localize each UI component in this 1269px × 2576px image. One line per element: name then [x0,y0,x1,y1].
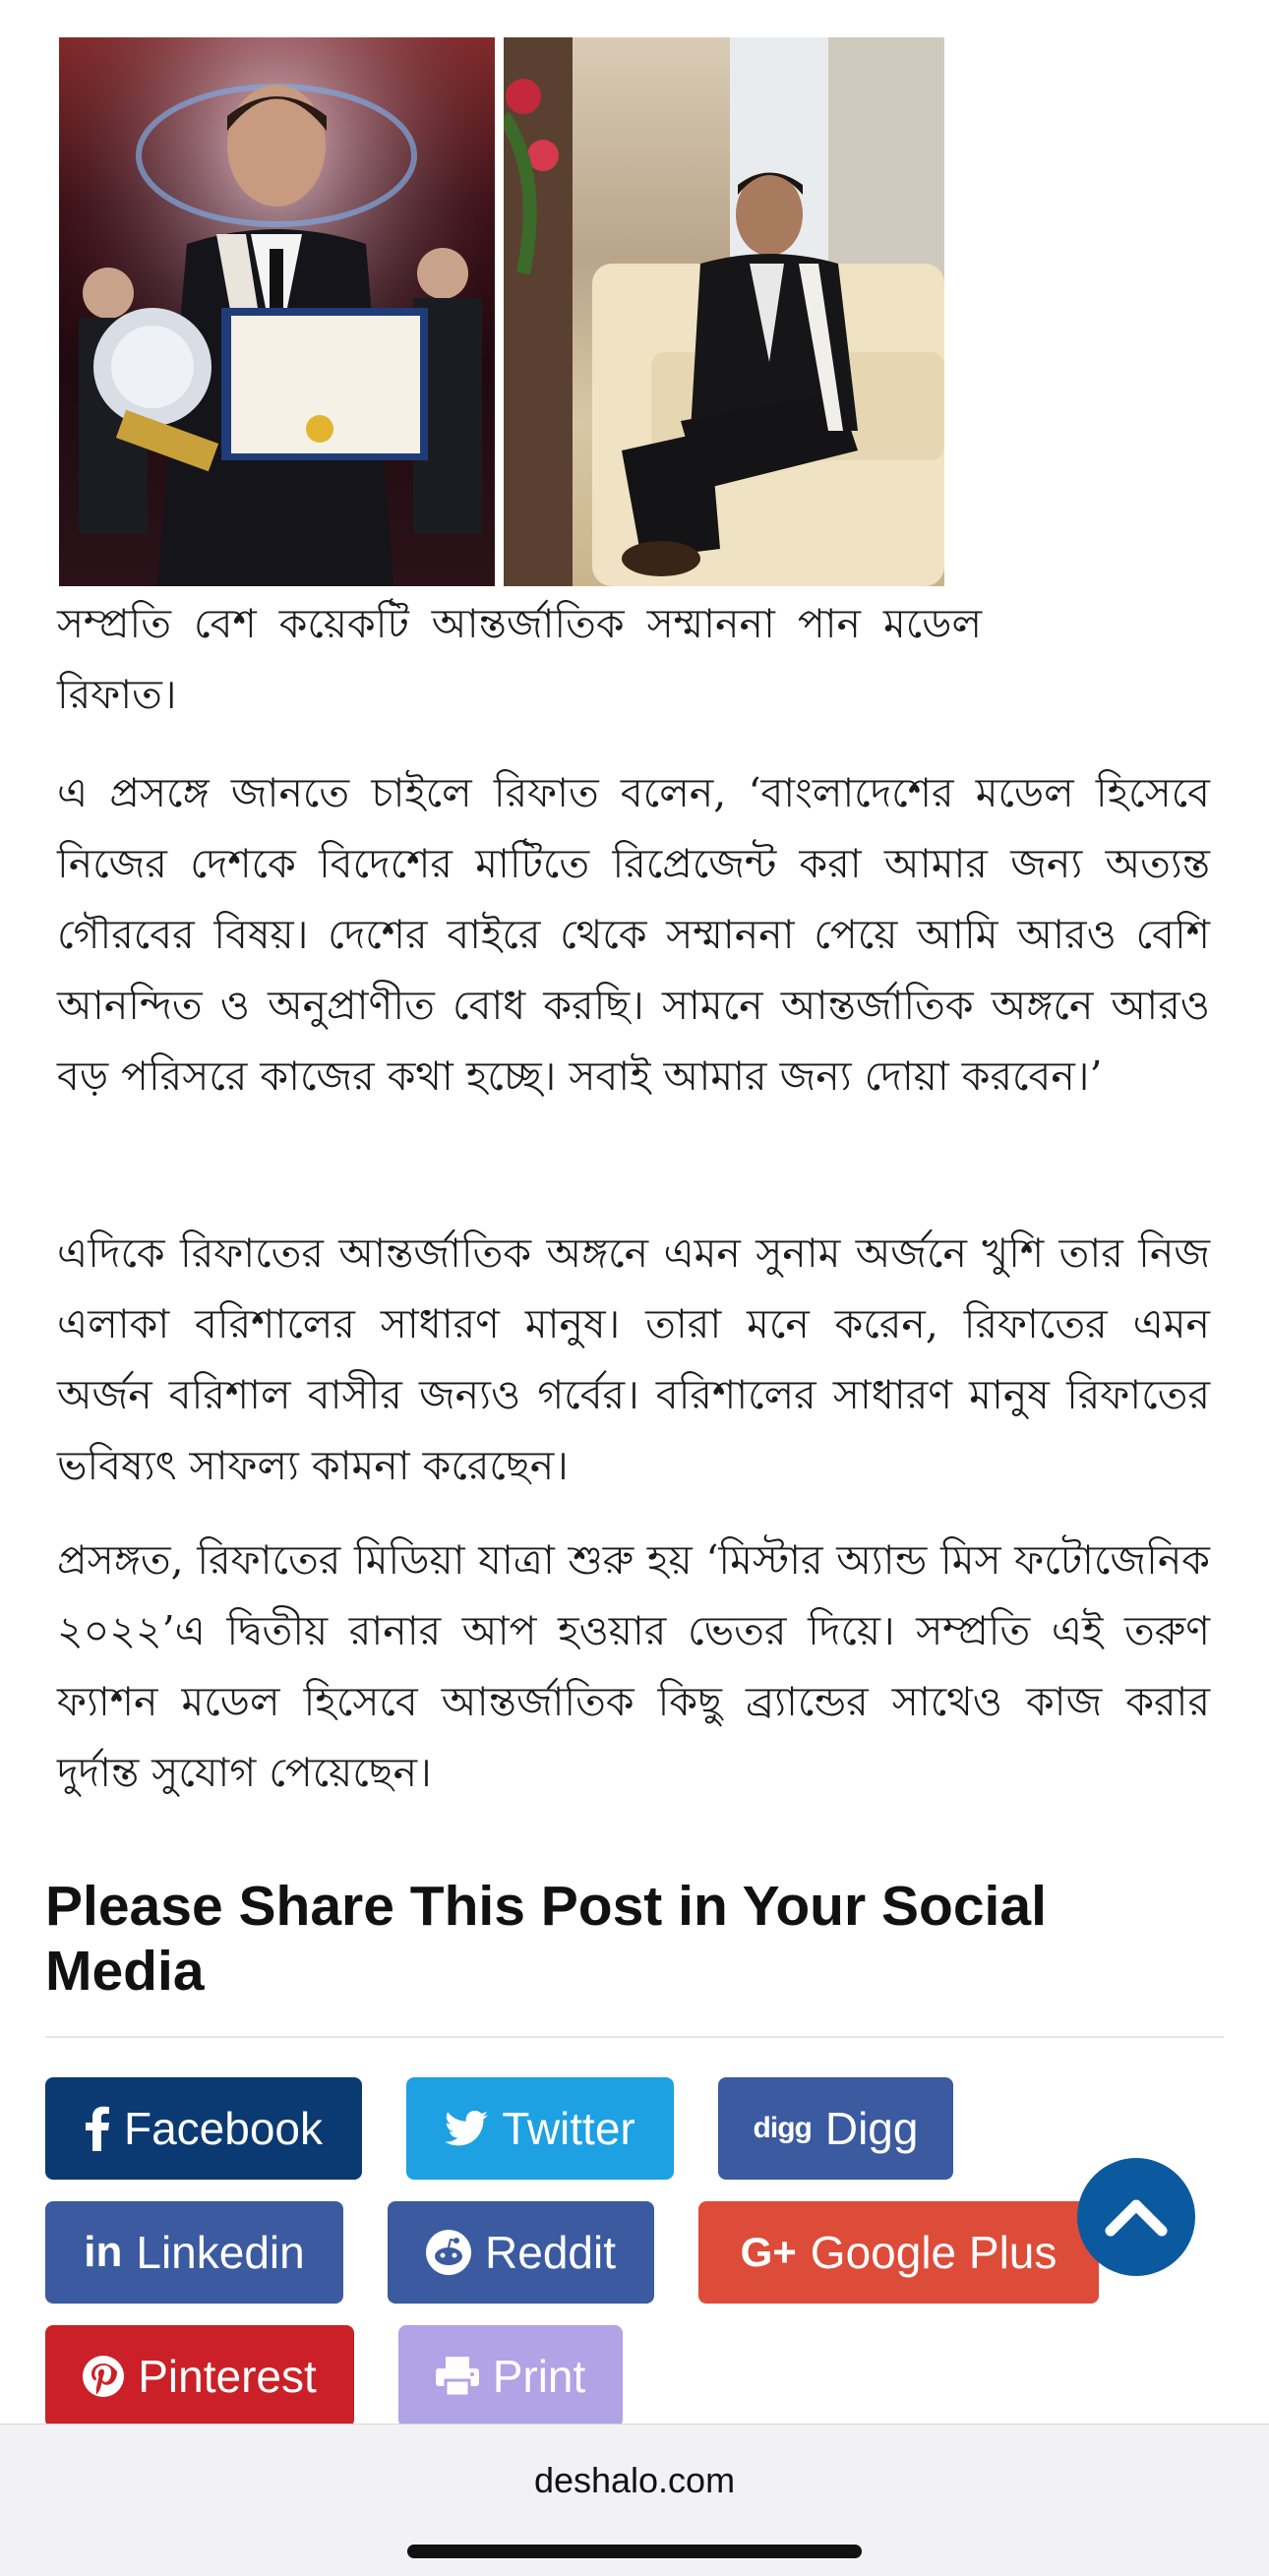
share-twitter-button[interactable] [406,2077,674,2180]
share-pinterest-label: Pinterest [138,2351,317,2402]
sofa-photo-illustration [504,37,944,586]
back-to-top-button[interactable] [1077,2158,1195,2276]
share-reddit-button[interactable] [388,2201,654,2304]
printer-icon [436,2357,479,2396]
share-facebook-button[interactable] [45,2077,362,2180]
share-twitter-label: Twitter [502,2103,635,2154]
linkedin-icon: in [84,2228,123,2276]
facebook-icon [85,2106,110,2151]
chevron-up-icon [1105,2197,1168,2237]
article-photo-sofa [504,37,944,586]
digg-icon: digg [753,2112,812,2144]
share-linkedin-label: Linkedin [136,2227,305,2278]
reddit-icon [426,2230,471,2275]
home-indicator [407,2545,862,2558]
article-image-group [59,37,944,588]
article-paragraph: এ প্রসঙ্গে জানতে চাইলে রিফাত বলেন, ‘বাংলাদেশের মডেল হিসেবে নিজের দেশকে বিদেশের মাটিতে রিপ্রেজেন্ট করা আমার জন্য অত্যন্ত গৌরবের বিষয়। দেশের বাইরে থেকে সম্মাননা পেয়ে আমি আরও বেশি আনন্দিত ও অনুপ্রাণীত বোধ করছি। সামনে আন্তর্জাতিক অঙ্গনে আরও বড় পরিসরে কাজের কথা হচ্ছে। সবাই আমার জন্য দোয়া করবেন।’ [57,769,1210,1100]
share-digg-label: Digg [824,2103,919,2154]
google-plus-icon: G+ [740,2229,797,2275]
share-reddit-label: Reddit [485,2227,616,2278]
image-caption: সম্প্রতি বেশ কয়েকটি আন্তর্জাতিক সম্মাননা পান মডেল রিফাত। [57,600,982,718]
article-paragraph: প্রসঙ্গত, রিফাতের মিডিয়া যাত্রা শুরু হয় ‘মিস্টার অ্যান্ড মিস ফটোজেনিক ২০২২’এ দ্বিতীয় রানার আপ হওয়ার ভেতর দিয়ে। সম্প্রতি এই তরুণ ফ্যাশন মডেল হিসেবে আন্তর্জাতিক কিছু ব্র্যান্ডের সাথেও কাজ করার দুর্দান্ত সুযোগ পেয়েছেন। [57,1536,1210,1796]
article-photo-award [59,37,495,586]
url-bar[interactable]: deshalo.com [533,2460,736,2500]
share-digg-button[interactable] [718,2077,953,2180]
award-photo-illustration [59,37,495,586]
article-paragraph: এদিকে রিফাতের আন্তর্জাতিক অঙ্গনে এমন সুনাম অর্জনে খুশি তার নিজ এলাকা বরিশালের সাধারণ মানুষ। তারা মনে করেন, রিফাতের এমন অর্জন বরিশাল বাসীর জন্যও গর্বের। বরিশালের সাধারণ মানুষ রিফাতের ভবিষ্যৎ সাফল্য কামনা করেছেন। [57,1229,1210,1489]
share-linkedin-button[interactable] [45,2201,343,2304]
print-button[interactable] [398,2325,623,2427]
browser-bottom-bar [0,2424,1269,2576]
print-label: Print [492,2351,586,2402]
share-pinterest-button[interactable] [45,2325,354,2427]
pinterest-icon [83,2356,124,2397]
twitter-icon [445,2110,488,2147]
share-facebook-label: Facebook [123,2103,323,2154]
divider [45,2036,1224,2038]
share-google-plus-label: Google Plus [810,2227,1058,2278]
share-google-plus-button[interactable] [698,2201,1099,2304]
share-heading: Please Share This Post in Your Social Media [45,1875,1047,2003]
